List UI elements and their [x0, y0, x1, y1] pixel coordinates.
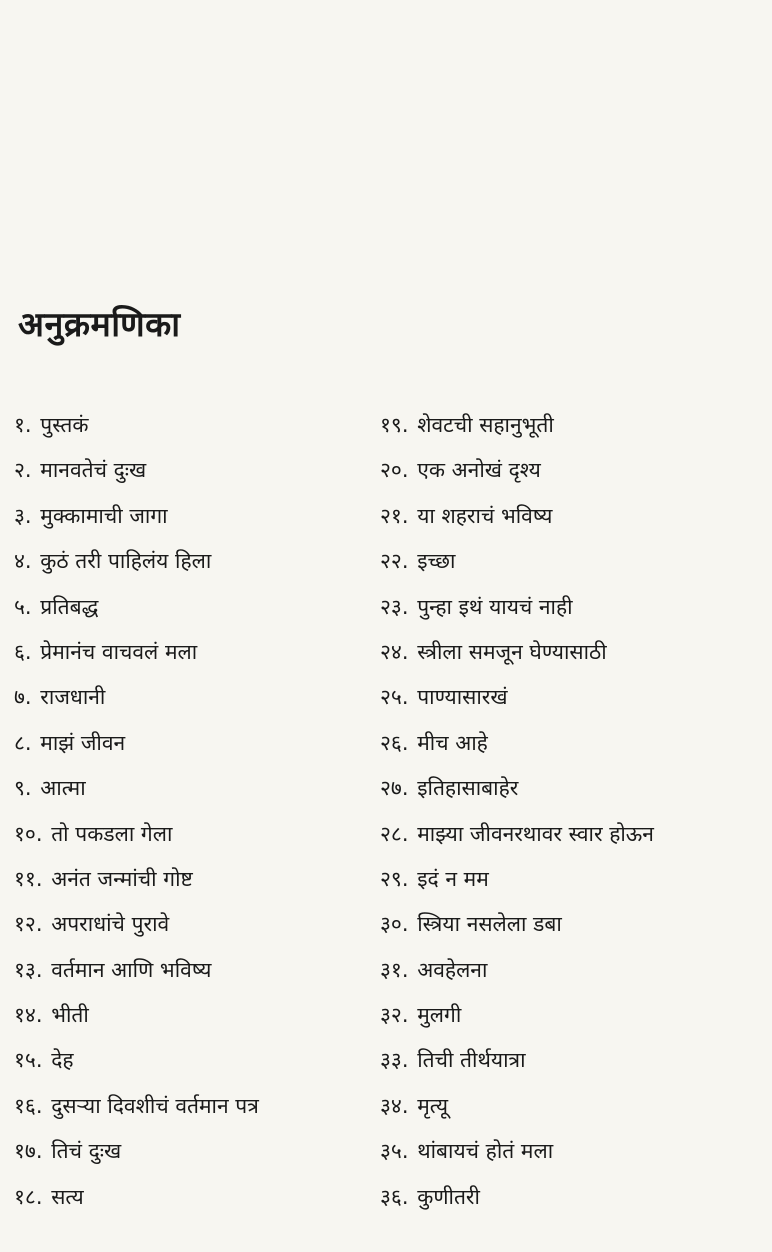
toc-entry-title: तिचं दुःख — [51, 1139, 122, 1164]
toc-entry — [14, 585, 259, 630]
toc-entry-number: २३. — [380, 594, 409, 619]
toc-entry-title: तिची तीर्थयात्रा — [417, 1048, 526, 1073]
toc-entry — [380, 1084, 654, 1129]
toc-entry — [14, 675, 259, 720]
toc-entry-title: राजधानी — [40, 685, 106, 710]
toc-entry — [14, 403, 259, 448]
toc-entry — [14, 1175, 259, 1220]
toc-entry — [14, 948, 259, 993]
page-title: अनुक्रमणिका — [18, 305, 181, 345]
toc-entry-title: माझं जीवन — [40, 730, 126, 755]
toc-entry-number: १५. — [14, 1048, 43, 1073]
toc-entry — [380, 539, 654, 584]
toc-entry-title: थांबायचं होतं मला — [417, 1139, 554, 1164]
toc-entry-number: ३४. — [380, 1093, 409, 1118]
toc-entry-number: ११. — [14, 866, 43, 891]
toc-entry — [14, 1129, 259, 1174]
toc-entry-number: १४. — [14, 1003, 43, 1028]
toc-entry-number: १६. — [14, 1093, 43, 1118]
toc-entry — [380, 948, 654, 993]
toc-entry-number: ३२. — [380, 1003, 409, 1028]
toc-entry-title: स्त्रिया नसलेला डबा — [417, 912, 562, 937]
toc-entry — [14, 993, 259, 1038]
toc-entry-title: एक अनोखं दृश्य — [417, 458, 541, 483]
toc-entry-title: मुक्कामाची जागा — [40, 503, 168, 528]
toc-entry-number: ३१. — [380, 957, 409, 982]
toc-entry — [14, 1038, 259, 1083]
toc-entry-number: ४. — [14, 549, 32, 574]
toc-entry-title: मृत्यू — [417, 1093, 449, 1118]
toc-entry-number: २५. — [380, 685, 409, 710]
toc-entry — [380, 993, 654, 1038]
toc-entry — [14, 812, 259, 857]
toc-entry-title: प्रेमानंच वाचवलं मला — [40, 639, 198, 664]
toc-entry — [14, 448, 259, 493]
toc-entry-title: कुणीतरी — [417, 1184, 480, 1209]
toc-entry-title: अपराधांचे पुरावे — [51, 912, 170, 937]
toc-entry-title: सत्य — [51, 1184, 84, 1209]
toc-entry-number: ३५. — [380, 1139, 409, 1164]
toc-entry-title: पुस्तकं — [40, 413, 89, 437]
toc-entry — [14, 857, 259, 902]
toc-entry — [14, 494, 259, 539]
toc-entry — [14, 721, 259, 766]
toc-entry-title: स्त्रीला समजून घेण्यासाठी — [417, 639, 607, 664]
toc-entry-title: कुठं तरी पाहिलंय हिला — [40, 549, 212, 574]
toc-entry-title: शेवटची सहानुभूती — [417, 413, 554, 437]
toc-entry-number: २१. — [380, 503, 409, 528]
toc-entry — [380, 630, 654, 675]
toc-entry — [14, 630, 259, 675]
toc-entry-title: आत्मा — [40, 776, 86, 801]
toc-entry — [380, 812, 654, 857]
toc-entry — [380, 585, 654, 630]
toc-entry-title: प्रतिबद्ध — [40, 594, 99, 619]
toc-entry — [380, 721, 654, 766]
toc-entry-title: अवहेलना — [417, 957, 488, 982]
toc-entry-title: मानवतेचं दुःख — [40, 458, 147, 483]
toc-entry — [380, 675, 654, 720]
toc-entry-title: इदं न मम — [417, 866, 489, 891]
toc-entry-number: २२. — [380, 549, 409, 574]
toc-entry-title: इच्छा — [417, 549, 456, 574]
toc-entry-number: २४. — [380, 639, 409, 664]
toc-entry-number: २८. — [380, 821, 409, 846]
toc-entry-number: ३. — [14, 503, 32, 528]
toc-entry-number: २७. — [380, 776, 409, 801]
toc-entry — [380, 1175, 654, 1220]
toc-entry — [380, 857, 654, 902]
toc-entry — [380, 1129, 654, 1174]
toc-entry-number: १३. — [14, 957, 43, 982]
toc-entry-number: ५. — [14, 594, 32, 619]
toc-entry — [14, 539, 259, 584]
toc-entry-title: इतिहासाबाहेर — [417, 776, 519, 801]
toc-entry — [380, 494, 654, 539]
toc-entry-number: १७. — [14, 1139, 43, 1164]
toc-entry-number: ९. — [14, 776, 32, 801]
toc-entry-title: तो पकडला गेला — [51, 821, 173, 846]
toc-entry — [14, 766, 259, 811]
toc-entry-number: २९. — [380, 866, 409, 891]
toc-entry-number: २६. — [380, 730, 409, 755]
toc-entry-title: मुलगी — [417, 1003, 462, 1028]
toc-entry — [380, 766, 654, 811]
toc-entry — [14, 902, 259, 947]
toc-entry-number: ३३. — [380, 1048, 409, 1073]
toc-left-column — [14, 403, 259, 1220]
toc-right-column — [380, 403, 654, 1220]
toc-entry — [380, 403, 654, 448]
toc-entry-title: दुसऱ्या दिवशीचं वर्तमान पत्र — [51, 1093, 259, 1118]
toc-entry-number: ६. — [14, 639, 32, 664]
toc-entry-title: भीती — [51, 1003, 89, 1028]
toc-entry-title: देह — [51, 1048, 74, 1073]
toc-entry — [380, 448, 654, 493]
toc-entry-number: १०. — [14, 821, 43, 846]
toc-entry-number: ३०. — [380, 912, 409, 937]
toc-entry-number: २. — [14, 458, 32, 483]
toc-entry — [14, 1084, 259, 1129]
toc-entry-title: या शहराचं भविष्य — [417, 503, 553, 528]
toc-entry-number: १८. — [14, 1184, 43, 1209]
toc-entry-title: मीच आहे — [417, 730, 488, 755]
toc-entry-number: ८. — [14, 730, 32, 755]
toc-entry-title: अनंत जन्मांची गोष्ट — [51, 866, 193, 891]
toc-entry-number: १. — [14, 413, 32, 437]
toc-entry-title: पाण्यासारखं — [417, 685, 508, 710]
toc-entry-number: ७. — [14, 685, 32, 710]
toc-entry-title: वर्तमान आणि भविष्य — [51, 957, 212, 982]
toc-entry-number: १९. — [380, 413, 409, 437]
toc-entry-number: २०. — [380, 458, 409, 483]
toc-entry — [380, 1038, 654, 1083]
toc-entry — [380, 902, 654, 947]
toc-entry-number: ३६. — [380, 1184, 409, 1209]
toc-entry-title: माझ्या जीवनरथावर स्वार होऊन — [417, 821, 654, 846]
toc-entry-title: पुन्हा इथं यायचं नाही — [417, 594, 573, 619]
toc-entry-number: १२. — [14, 912, 43, 937]
